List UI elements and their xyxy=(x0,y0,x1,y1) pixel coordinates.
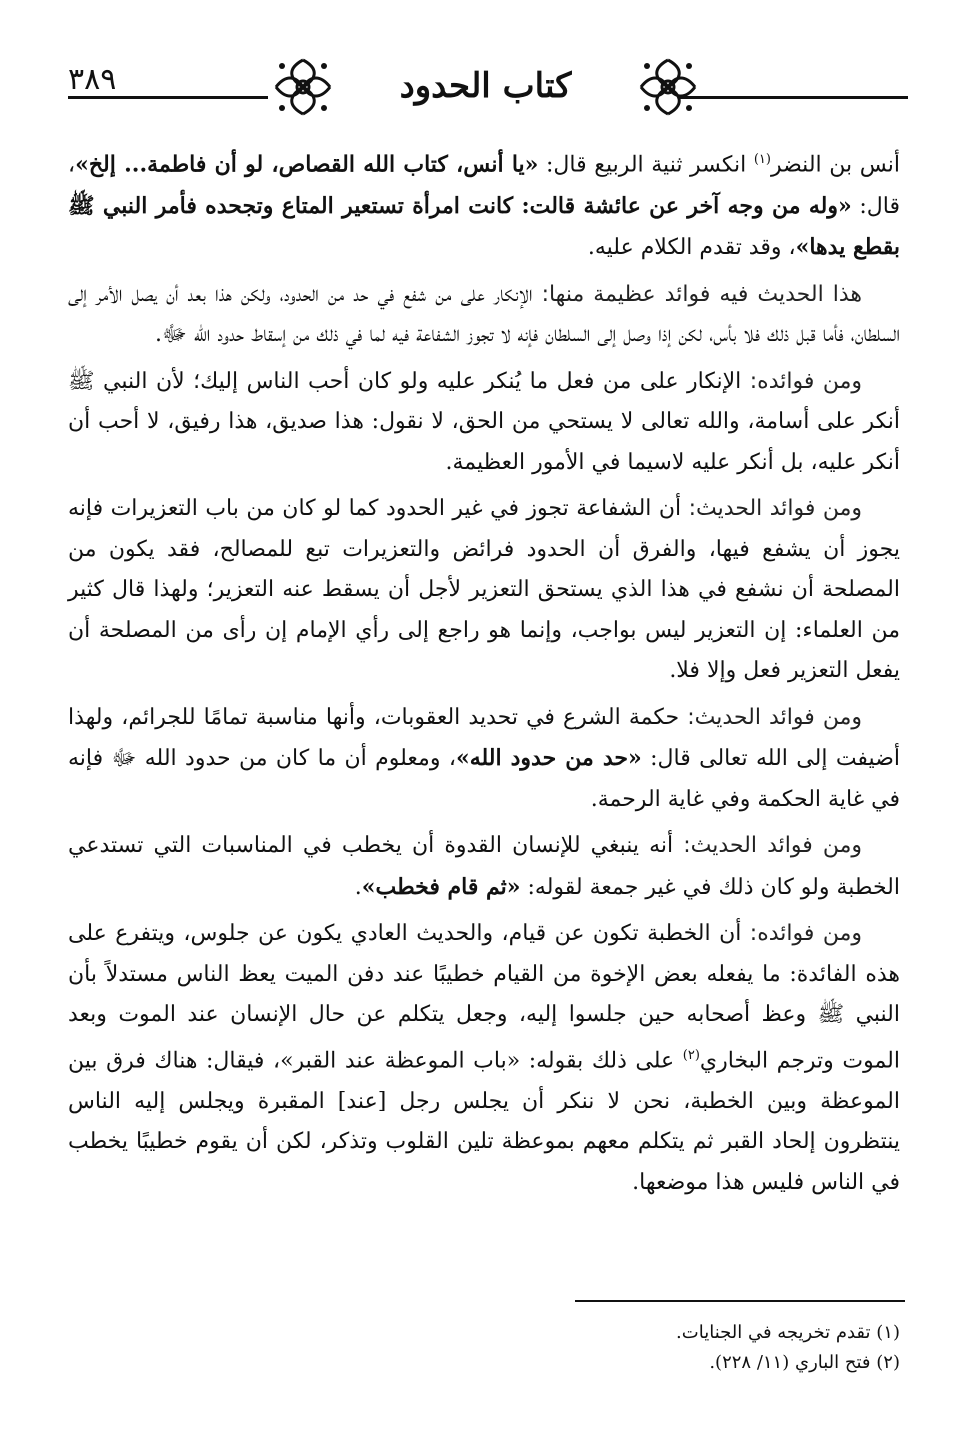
footnote-ref-2: (٢) xyxy=(682,1047,700,1063)
header-rule-right xyxy=(678,96,908,99)
paragraph-5: ومن فوائد الحديث: حكمة الشرع في تحديد العقوبات، وأنها مناسبة تمامًا للجرائم، ولهذا أضيفت إلى الله تعالى قال: «حد من حدود الله»، ومعلوم أن ما كان من حدود الله ﷻ فإنه في غاية الحكمة وفي غاية الرحمة. xyxy=(68,704,900,812)
ornament-right-icon xyxy=(633,54,703,120)
page-number: ٣٨٩ xyxy=(68,62,117,97)
footnote-divider xyxy=(575,1300,905,1302)
header-rule-left xyxy=(68,96,268,99)
book-title: كتاب الحدود xyxy=(399,66,572,106)
paragraph-6: ومن فوائد الحديث: أنه ينبغي للإنسان القدوة أن يخطب في المناسبات التي تستدعي الخطبة ولو كان ذلك في غير جمعة لقوله: «ثم قام فخطب». xyxy=(68,833,900,900)
paragraph-2: هذا الحديث فيه فوائد عظيمة منها: الإنكار على من شفع في حد من الحدود، ولكن هذا بعد أن يصل الأمر إلى السلطان، فأما قبل ذلك فلا بأس، لكن إذا وصل إلى السلطان فإنه لا تجوز الشفاعة فيه لما في ذلك من إسقاط حدود الله ﷻ. xyxy=(68,281,900,348)
paragraph-7: ومن فوائده: أن الخطبة تكون عن قيام، والحديث العادي يكون عن جلوس، ويتفرع على هذه الفائدة: ما يفعله بعض الإخوة من القيام خطيبًا عند دفن الميت يعظ الناس مستدلاً بأن النبي ﷺ وعظ أصحابه حين جلسوا إليه، وجعل يتكلم عن حال الإنسان عند الموت وبعد الموت وترجم البخاري$^{(٢)}$ على ذلك بقوله: «باب الموعظة عند القبر»، فيقال: هناك فرق بين الموعظة وبين الخطبة، نحن لا ننكر أن يجلس رجل [عند] المقبرة ويجلس إليه الناس ينتظرون إلحاد القبر ثم يتكلم معهم بموعظة تلين القلوب وتذكر، لكن أن يقوم خطيبًا يخطب في الناس فليس هذا موضعها. xyxy=(68,921,900,1195)
paragraph-3: ومن فوائده: الإنكار على من فعل ما يُنكر عليه ولو كان أحب الناس إليك؛ لأن النبي ﷺ أنكر على أسامة، والله تعالى لا يستحي من الحق، لا نقول: هذا صديق، هذا رفيق، لا أحب أن أنكر عليه، بل أنكر عليه لاسيما في الأمور العظيمة. xyxy=(68,368,900,475)
ornament-left-icon xyxy=(268,54,338,120)
page-header xyxy=(68,52,908,122)
paragraph-1: أنس بن النضر$^{(١)}$ انكسر ثنية الربيع قال: «يا أنس، كتاب الله القصاص، لو أن فاطمة... إلخ»، قال: «وله من وجه آخر عن عائشة قالت: كانت امرأة تستعير المتاع وتجحده فأمر النبي ﷺ بقطع يدها»، وقد تقدم الكلام عليه. xyxy=(68,151,901,261)
footnote-2: (٢) فتح الباري (١١/ ٢٢٨). xyxy=(709,1352,900,1373)
paragraph-4: ومن فوائد الحديث: أن الشفاعة تجوز في غير الحدود كما لو كان من باب التعزيرات فإنه يجوز أن يشفع فيها، والفرق أن الحدود فرائض والتعزيرات تبع للمصالح، فقد يكون من المصلحة أن نشفع في هذا الذي يستحق التعزير لأجل أن يسقط عنه التعزير؛ ولهذا قال كثير من العلماء: إن التعزير ليس بواجب، وإنما هو راجع إلى رأي الإمام إن رأى من المصلحة أن يفعل التعزير فعل وإلا فلا. xyxy=(68,496,900,684)
footnotes xyxy=(400,1318,900,1378)
footnote-ref-1: (١) xyxy=(753,152,771,167)
footnote-1: (١) تقدم تخريجه في الجنايات. xyxy=(676,1322,900,1343)
body-text xyxy=(68,140,900,1209)
